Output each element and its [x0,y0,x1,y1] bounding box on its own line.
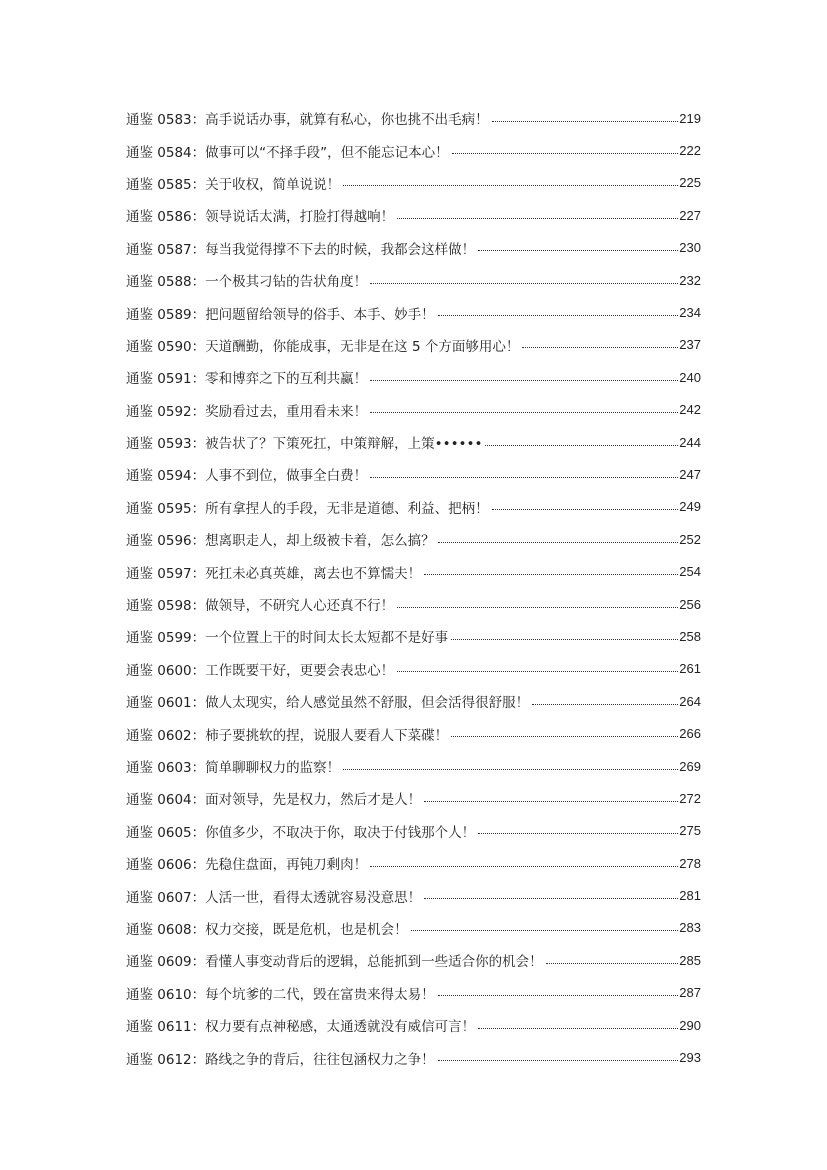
entry-title: 通鉴 0588：一个极其刁钻的告状角度！ [126,274,368,291]
entry-title: 通鉴 0583：高手说话办事，就算有私心，你也挑不出毛病！ [126,112,489,129]
page-number: 283 [679,920,701,936]
toc-entry[interactable] [126,588,701,620]
page-number: 272 [679,790,701,806]
dot-leader [522,347,678,348]
entry-title: 通鉴 0602：柿子要挑软的捏，说服人要看人下菜碟！ [126,727,449,744]
table-of-contents [126,102,701,1074]
page-number: 278 [679,855,701,871]
page-number: 287 [679,985,701,1001]
page-number: 290 [679,1017,701,1033]
entry-title: 通鉴 0587：每当我觉得撑不下去的时候，我都会这样做！ [126,241,476,258]
toc-entry[interactable] [126,847,701,879]
entry-title: 通鉴 0600：工作既要干好，更要会表忠心！ [126,662,395,679]
entry-title: 通鉴 0584：做事可以“不择手段”，但不能忘记本心！ [126,144,449,161]
page-number: 269 [679,758,701,774]
entry-title: 通鉴 0591：零和博弈之下的互利共赢！ [126,371,368,388]
entry-title: 通鉴 0585：关于收权，简单说说！ [126,176,341,193]
toc-entry[interactable] [126,394,701,426]
page-number: 237 [679,337,701,353]
page-number: 225 [679,175,701,191]
page-number: 247 [679,466,701,482]
dot-leader [370,283,678,284]
page-number: 230 [679,240,701,256]
toc-entry[interactable] [126,944,701,976]
page-number: 258 [679,628,701,644]
toc-entry[interactable] [126,296,701,328]
toc-entry[interactable] [126,977,701,1009]
dot-leader [424,574,678,575]
page-number: 285 [679,952,701,968]
toc-entry[interactable] [126,879,701,911]
dot-leader [370,412,678,413]
entry-title: 通鉴 0611：权力要有点神秘感，太通透就没有威信可言！ [126,1019,476,1036]
entry-title: 通鉴 0612：路线之争的背后，往往包涵权力之争！ [126,1051,435,1068]
dot-leader [485,445,678,446]
dot-leader [370,866,678,867]
toc-entry[interactable] [126,1009,701,1041]
entry-title: 通鉴 0594：人事不到位，做事全白费！ [126,468,368,485]
toc-entry[interactable] [126,555,701,587]
entry-title: 通鉴 0590：天道酬勤，你能成事，无非是在这 5 个方面够用心！ [126,338,520,355]
toc-entry[interactable] [126,264,701,296]
entry-title: 通鉴 0601：做人太现实，给人感觉虽然不舒服，但会活得很舒服！ [126,695,530,712]
toc-entry[interactable] [126,361,701,393]
toc-entry[interactable] [126,167,701,199]
toc-entry[interactable] [126,134,701,166]
page-number: 222 [679,143,701,159]
toc-entry[interactable] [126,199,701,231]
toc-entry[interactable] [126,1041,701,1073]
toc-entry[interactable] [126,426,701,458]
page-number: 254 [679,564,701,580]
page-number: 275 [679,823,701,839]
dot-leader [492,509,679,510]
toc-entry[interactable] [126,782,701,814]
dot-leader [370,477,678,478]
page-number: 227 [679,207,701,223]
page-number: 293 [679,1050,701,1066]
entry-title: 通鉴 0592：奖励看过去，重用看未来！ [126,403,368,420]
dot-leader [451,639,678,640]
entry-title: 通鉴 0595：所有拿捏人的手段，无非是道德、利益、把柄！ [126,500,489,517]
toc-entry[interactable] [126,717,701,749]
entry-title: 通鉴 0609：看懂人事变动背后的逻辑，总能抓到一些适合你的机会！ [126,954,543,971]
dot-leader [478,833,678,834]
entry-title: 通鉴 0605：你值多少，不取决于你，取决于付钱那个人！ [126,824,476,841]
entry-title: 通鉴 0597：死扛未必真英雄，离去也不算懦夫！ [126,565,422,582]
toc-entry[interactable] [126,685,701,717]
page-number: 244 [679,434,701,450]
dot-leader [424,898,678,899]
page-number: 219 [679,110,701,126]
dot-leader [411,930,679,931]
dot-leader [492,121,679,122]
toc-entry[interactable] [126,912,701,944]
page-number: 234 [679,305,701,321]
page-number: 240 [679,369,701,385]
page-number: 252 [679,531,701,547]
page-number: 242 [679,402,701,418]
page-number: 266 [679,726,701,742]
dot-leader [397,218,678,219]
dot-leader [451,736,678,737]
dot-leader [424,801,678,802]
entry-title: 通鉴 0596：想离职走人，却上级被卡着，怎么搞？ [126,533,435,550]
entry-title: 通鉴 0604：面对领导，先是权力，然后才是人！ [126,792,422,809]
entry-title: 通鉴 0608：权力交接，既是危机，也是机会！ [126,921,408,938]
dot-leader [370,380,678,381]
dot-leader [397,607,678,608]
entry-title: 通鉴 0598：做领导，不研究人心还真不行！ [126,598,395,615]
page-number: 256 [679,596,701,612]
dot-leader [478,250,678,251]
dot-leader [438,1060,679,1061]
toc-entry[interactable] [126,620,701,652]
page-number: 264 [679,693,701,709]
toc-entry[interactable] [126,750,701,782]
page-number: 281 [679,888,701,904]
entry-title: 通鉴 0610：每个坑爹的二代，毁在富贵来得太易！ [126,986,435,1003]
toc-entry[interactable] [126,232,701,264]
dot-leader [438,995,679,996]
toc-entry[interactable] [126,458,701,490]
dot-leader [546,963,679,964]
dot-leader [478,1028,678,1029]
entry-title: 通鉴 0593：被告状了？下策死扛，中策辩解，上策•••••• [126,436,483,453]
dot-leader [532,704,678,705]
dot-leader [343,769,678,770]
dot-leader [343,185,678,186]
entry-title: 通鉴 0606：先稳住盘面，再钝刀剩肉！ [126,857,368,874]
page-number: 261 [679,661,701,677]
dot-leader [438,315,679,316]
entry-title: 通鉴 0607：人活一世，看得太透就容易没意思！ [126,889,422,906]
entry-title: 通鉴 0603：简单聊聊权力的监察！ [126,760,341,776]
entry-title: 通鉴 0589：把问题留给领导的俗手、本手、妙手！ [126,306,435,323]
dot-leader [397,671,678,672]
entry-title: 通鉴 0586：领导说话太满，打脸打得越响！ [126,209,395,226]
entry-title: 通鉴 0599：一个位置上干的时间太长太短都不是好事 [126,630,449,647]
page-number: 232 [679,272,701,288]
toc-entry[interactable] [126,653,701,685]
toc-entry[interactable] [126,491,701,523]
dot-leader [452,153,679,154]
toc-entry[interactable] [126,102,701,134]
toc-entry[interactable] [126,329,701,361]
dot-leader [438,542,679,543]
toc-entry[interactable] [126,815,701,847]
page-number: 249 [679,499,701,515]
toc-entry[interactable] [126,523,701,555]
